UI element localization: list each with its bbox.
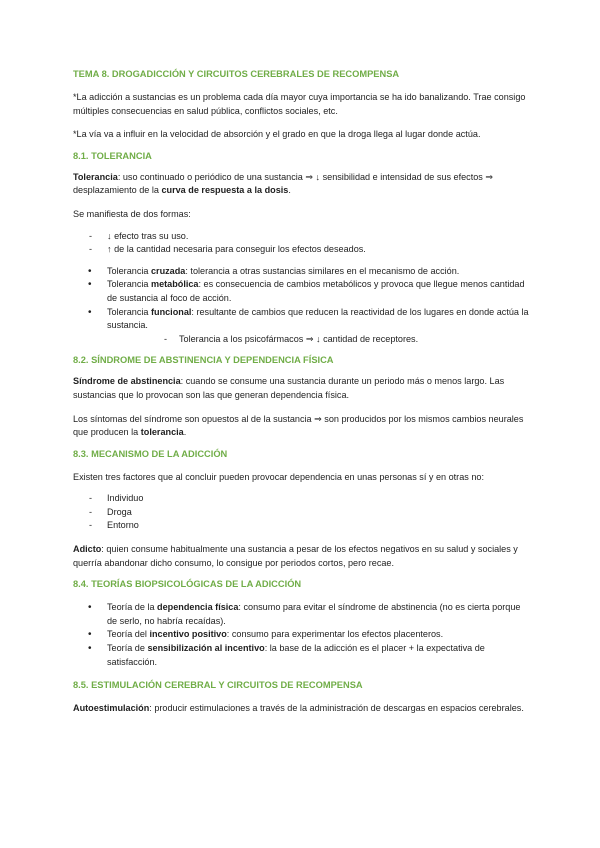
text: : resultante de cambios que reducen la reactividad de los lugares en donde actúa la sustancia.	[107, 306, 529, 331]
list-item: - Individuo	[73, 492, 533, 506]
term: curva de respuesta a la dosis	[161, 185, 289, 196]
text: : consumo para experimentar los efectos placenteros.	[226, 629, 444, 640]
text: : producir estimulaciones a través de la administración de descargas en espacios cerebrales.	[149, 703, 524, 714]
text: Teoría de	[107, 643, 148, 654]
text: : tolerancia a otras sustancias similares en el mecanismo de acción.	[185, 265, 460, 276]
text: Tolerancia	[107, 279, 151, 290]
list-item: - ↓ efecto tras su uso.	[73, 230, 533, 244]
tolerancia-definition	[73, 171, 533, 198]
text: : la base de la adicción es el placer + la expectativa de satisfacción.	[107, 643, 485, 667]
text: : es consecuencia de cambios metabólicos y provoca que llegue menos cantidad de sustancia al foco de acción.	[107, 279, 525, 303]
list-item	[73, 642, 533, 669]
term: metabólica	[150, 279, 199, 290]
term: Adicto	[73, 544, 102, 555]
forms-list	[73, 230, 533, 257]
list-item: - ↑ de la cantidad necesaria para conseguir los efectos deseados.	[73, 243, 533, 257]
text: Tolerancia	[107, 306, 151, 317]
intro-paragraph-1: *La adicción a sustancias es un problema cada día mayor cuya importancia se ha ido banalizando. Trae consigo múltiples consecuencias en salud pública, conflictos sociales, etc.	[73, 92, 526, 116]
factors-intro: Existen tres factores que al concluir pueden provocar dependencia en unas personas sí y en otras no:	[73, 471, 484, 482]
text: Teoría del	[107, 629, 150, 640]
list-item	[73, 265, 533, 279]
document-page	[73, 68, 533, 716]
text: Los síntomas del síndrome son opuestos al de la sustancia ⇒ son producidos por los mismos cambios neurales que producen la	[73, 413, 524, 438]
factors-list	[73, 492, 533, 533]
section-heading-mecanismo: 8.3. MECANISMO DE LA ADICCIÓN	[73, 448, 228, 459]
abstinencia-definition	[73, 375, 533, 402]
text: : quien consume habitualmente una sustancia a pesar de los efectos negativos en su salud y sociales y querría abandonar dicho consumo, lo consigue por periodos cortos, pero recae.	[73, 544, 518, 568]
text: : uso continuado o periódico de una sustancia ⇒ ↓ sensibilidad e intensidad de sus efectos ⇒ desplazamiento de la	[73, 171, 493, 196]
section-heading-teorias: 8.4. TEORÍAS BIOPSICOLÓGICAS DE LA ADICCIÓN	[73, 579, 302, 590]
term: Tolerancia	[73, 171, 118, 182]
list-item: - Entorno	[73, 519, 533, 533]
term: dependencia física	[157, 602, 239, 613]
list-item: - Tolerancia a los psicofármacos ⇒ ↓ cantidad de receptores.	[107, 333, 533, 347]
tolerance-types-list	[73, 265, 533, 347]
text: : cuando se consume una sustancia durante un periodo más o menos largo. Las sustancias que lo provocan son las que generan dependencia física.	[73, 376, 505, 400]
term: Autoestimulación	[73, 703, 150, 714]
term: cruzada	[150, 265, 186, 276]
list-item	[73, 278, 533, 305]
intro-paragraph-2: *La vía va a influir en la velocidad de absorción y el grado en que la droga llega al lugar donde actúa.	[73, 129, 481, 140]
list-item: - Droga	[73, 506, 533, 520]
list-item	[73, 628, 533, 642]
sub-list	[107, 333, 533, 347]
forms-intro: Se manifiesta de dos formas:	[73, 208, 191, 219]
list-item	[73, 306, 533, 347]
term: funcional	[150, 306, 192, 317]
document-title: TEMA 8. DROGADICCIÓN Y CIRCUITOS CEREBRALES DE RECOMPENSA	[73, 69, 400, 79]
adicto-definition	[73, 543, 533, 570]
list-item	[73, 601, 533, 628]
text: .	[183, 427, 187, 438]
text: : consumo para evitar el síndrome de abstinencia (no es cierta porque de serlo, no habría recaídas).	[107, 602, 521, 626]
autoestimulacion-definition	[73, 702, 533, 716]
section-heading-tolerancia: 8.1. TOLERANCIA	[73, 150, 152, 161]
term: tolerancia	[140, 427, 184, 438]
text: .	[288, 185, 291, 196]
symptoms-paragraph	[73, 413, 533, 440]
section-heading-estimulacion: 8.5. ESTIMULACIÓN CEREBRAL Y CIRCUITOS DE RECOMPENSA	[73, 680, 363, 691]
term: incentivo positivo	[149, 629, 227, 640]
text: Teoría de la	[107, 602, 158, 613]
theories-list	[73, 601, 533, 669]
term: Síndrome de abstinencia	[73, 376, 181, 387]
section-heading-abstinencia: 8.2. SÍNDROME DE ABSTINENCIA Y DEPENDENCIA FÍSICA	[73, 355, 334, 366]
term: sensibilización al incentivo	[147, 643, 265, 654]
text: Tolerancia	[107, 265, 151, 276]
